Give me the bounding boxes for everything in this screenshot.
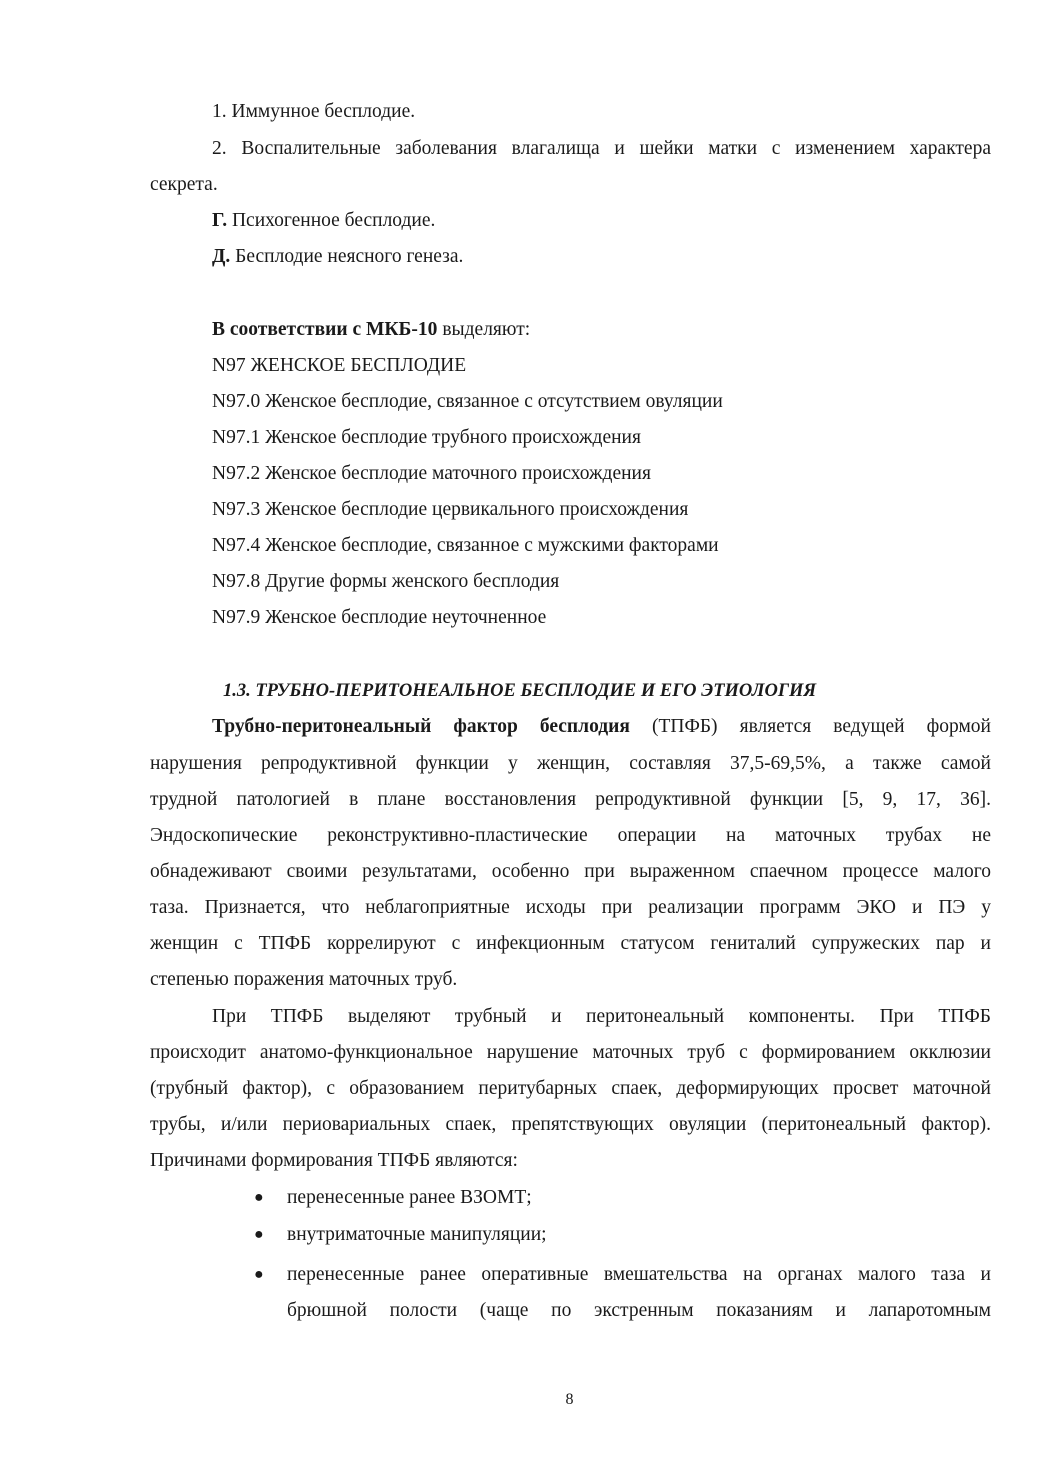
bullet-item: перенесенные ранее оперативные вмешательства на органах малого таза и: [287, 1264, 991, 1285]
paragraph-2-line: трубы, и/или периовариальных спаек, препятствующих овуляции (перитонеальный фактор).: [150, 1114, 991, 1135]
icd-intro: [212, 318, 530, 342]
paragraph-1-line: обнадеживают своими результатами, особенно при выраженном спаечном процессе малого: [150, 861, 991, 882]
marker-g: Г.: [212, 210, 228, 231]
icd-code: N97.8 Другие формы женского бесплодия: [212, 571, 560, 592]
icd-intro-bold: В соответствии с МКБ-10: [212, 319, 438, 340]
paragraph-2-line: При ТПФБ выделяют трубный и перитонеальный компоненты. При ТПФБ: [212, 1006, 991, 1027]
paragraph-1-line: степенью поражения маточных труб.: [150, 969, 458, 990]
bullet-icon: ●: [254, 1226, 264, 1243]
bullet-item: внутриматочные манипуляции;: [287, 1224, 547, 1245]
paragraph-1-line: таза. Признается, что неблагоприятные исходы при реализации программ ЭКО и ПЭ у: [150, 897, 991, 918]
list-item-unexplained: [212, 245, 463, 269]
tpfb-term: Трубно-перитонеальный фактор бесплодия: [212, 716, 630, 737]
icd-code: N97.4 Женское бесплодие, связанное с мужскими факторами: [212, 535, 719, 556]
paragraph-2-line: Причинами формирования ТПФБ являются:: [150, 1150, 518, 1171]
unexplained-text: Бесплодие неясного генеза.: [230, 246, 464, 267]
paragraph-2-line: (трубный фактор), с образованием перитубарных спаек, деформирующих просвет маточной: [150, 1078, 991, 1099]
page-number: 8: [565, 1391, 574, 1408]
bullet-item: перенесенные ранее ВЗОМТ;: [287, 1187, 532, 1208]
paragraph-1-line: нарушения репродуктивной функции у женщин, составляя 37,5-69,5%, а также самой: [150, 753, 991, 774]
paragraph-1-line: [212, 715, 991, 739]
section-heading: 1.3. ТРУБНО-ПЕРИТОНЕАЛЬНОЕ БЕСПЛОДИЕ И ЕГО ЭТИОЛОГИЯ: [223, 681, 817, 701]
icd-code: N97.9 Женское бесплодие неуточненное: [212, 607, 547, 628]
paragraph-1-line1-rest: (ТПФБ) является ведущей формой: [629, 716, 991, 737]
icd-intro-rest: выделяют:: [437, 319, 531, 340]
list-item-immune: 1. Иммунное бесплодие.: [212, 101, 416, 122]
paragraph-2-line: происходит анатомо-функциональное нарушение маточных труб с формированием окклюзии: [150, 1042, 991, 1063]
bullet-item-continuation: брюшной полости (чаще по экстренным показаниям и лапаротомным: [287, 1300, 991, 1321]
icd-code: N97.3 Женское бесплодие цервикального происхождения: [212, 499, 689, 520]
icd-code: N97.2 Женское бесплодие маточного происхождения: [212, 463, 651, 484]
paragraph-1-line: Эндоскопические реконструктивно-пластические операции на маточных трубах не: [150, 825, 991, 846]
paragraph-1-line: трудной патологией в плане восстановления репродуктивной функции [5, 9, 17, 36].: [150, 789, 991, 810]
paragraph-1-line: женщин с ТПФБ коррелируют с инфекционным статусом гениталий супружеских пар и: [150, 933, 991, 954]
list-item-inflammatory-line2: секрета.: [150, 174, 218, 195]
icd-code: N97 ЖЕНСКОЕ БЕСПЛОДИЕ: [212, 355, 467, 376]
psychogenic-text: Психогенное бесплодие.: [227, 210, 436, 231]
icd-code: N97.0 Женское бесплодие, связанное с отсутствием овуляции: [212, 391, 723, 412]
list-item-psychogenic: [212, 209, 435, 233]
list-item-inflammatory-line1: 2. Воспалительные заболевания влагалища и шейки матки с изменением характера: [212, 138, 991, 159]
bullet-icon: ●: [254, 1189, 264, 1206]
bullet-icon: ●: [254, 1266, 264, 1283]
icd-code: N97.1 Женское бесплодие трубного происхождения: [212, 427, 641, 448]
marker-d: Д.: [212, 246, 231, 267]
